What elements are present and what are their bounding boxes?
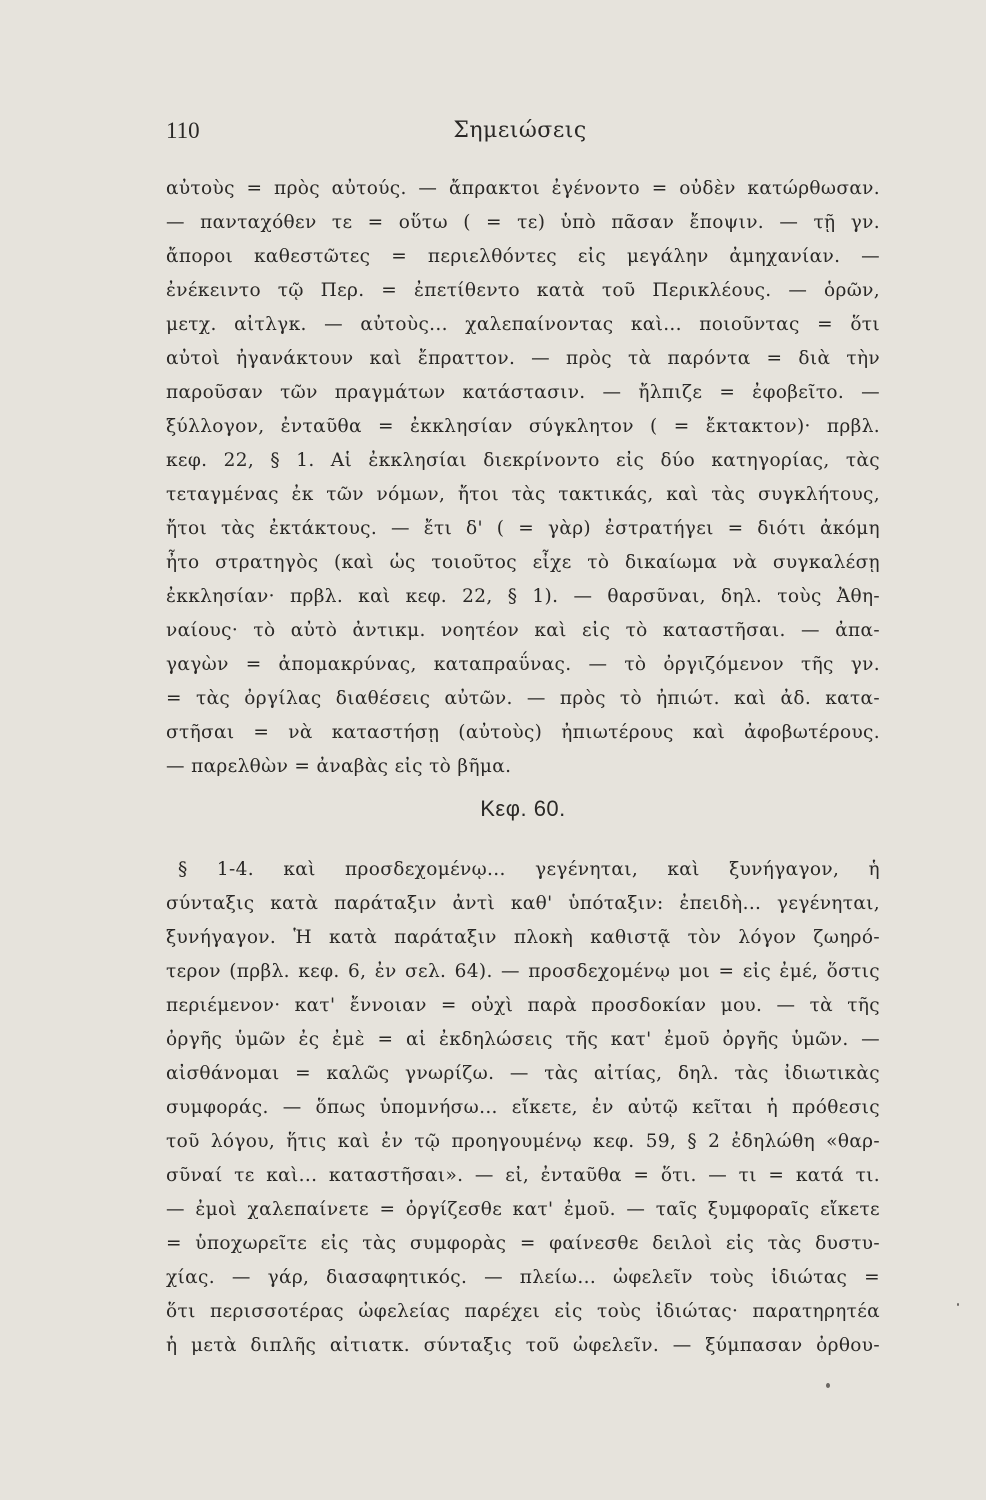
text-line: ὀργῆς ὑμῶν ἐς ἐμὲ = αἱ ἐκδηλώσεις τῆς κατ' ἐμοῦ ὀργῆς ὑμῶν. — <box>166 1029 880 1050</box>
text-line: μετχ. αἰτλγκ. — αὐτοὺς... χαλεπαίνοντας καὶ... ποιοῦντας = ὅτι <box>166 314 880 335</box>
text-line: = ὑποχωρεῖτε εἰς τὰς συμφορὰς = φαίνεσθε δειλοὶ εἰς τὰς δυστυ- <box>166 1233 880 1254</box>
notes-text-block <box>166 172 880 784</box>
text-line: § 1-4. καὶ προσδεχομένῳ... γεγένηται, καὶ ξυνήγαγον, ἡ <box>178 859 880 880</box>
text-line: αὐτοὺς = πρὸς αὐτούς. — ἄπρακτοι ἐγένοντο = οὐδὲν κατώρθωσαν. <box>166 178 880 199</box>
text-line: παροῦσαν τῶν πραγμάτων κατάστασιν. — ἤλπιζε = ἐφοβεῖτο. — <box>166 382 880 403</box>
text-line: γαγὼν = ἀπομακρύνας, καταπραΰνας. — τὸ ὀργιζόμενον τῆς γν. <box>166 654 880 675</box>
text-line: τερον (πρβλ. κεφ. 6, ἐν σελ. 64). — προσδεχομένῳ μοι = εἰς ἐμέ, ὅστις <box>166 961 880 982</box>
text-line: ξύλλογον, ἐνταῦθα = ἐκκλησίαν σύγκλητον ( = ἔκτακτον)· πρβλ. <box>166 416 880 437</box>
text-line: — ἐμοὶ χαλεπαίνετε = ὀργίζεσθε κατ' ἐμοῦ. — ταῖς ξυμφοραῖς εἴκετε <box>166 1199 880 1220</box>
paper-speck <box>957 1303 959 1306</box>
text-line: ἐνέκειντο τῷ Περ. = ἐπετίθεντο κατὰ τοῦ Περικλέους. — ὁρῶν, <box>166 280 880 301</box>
text-line: αἰσθάνομαι = καλῶς γνωρίζω. — τὰς αἰτίας, δηλ. τὰς ἰδιωτικὰς <box>166 1063 880 1084</box>
text-line: — πανταχόθεν τε = οὕτω ( = τε) ὑπὸ πᾶσαν ἔποψιν. — τῇ γν. <box>166 212 880 233</box>
text-line: ἤτοι τὰς ἐκτάκτους. — ἔτι δ' ( = γὰρ) ἐστρατήγει = διότι ἀκόμη <box>166 518 880 539</box>
text-line: σύνταξις κατὰ παράταξιν ἀντὶ καθ' ὑπόταξιν: ἐπειδὴ... γεγένηται, <box>166 893 880 914</box>
text-line: ὅτι περισσοτέρας ὠφελείας παρέχει εἰς τοὺς ἰδιώτας· παρατηρητέα <box>166 1301 880 1322</box>
text-line: ναίους· τὸ αὐτὸ ἀντικμ. νοητέον καὶ εἰς τὸ καταστῆσαι. — ἀπα- <box>166 620 880 641</box>
text-line: ἦτο στρατηγὸς (καὶ ὡς τοιοῦτος εἶχε τὸ δικαίωμα νὰ συγκαλέσῃ <box>166 552 880 573</box>
text-line: χίας. — γάρ, διασαφητικός. — πλείω... ὠφελεῖν τοὺς ἰδιώτας = <box>166 1267 880 1288</box>
text-line: σῦναί τε καὶ... καταστῆσαι». — εἰ, ἐνταῦθα = ὅτι. — τι = κατά τι. <box>166 1165 880 1186</box>
paper-speck <box>826 1383 830 1388</box>
text-line: = τὰς ὀργίλας διαθέσεις αὐτῶν. — πρὸς τὸ ἠπιώτ. καὶ ἀδ. κατα- <box>166 688 880 709</box>
text-line: στῆσαι = νὰ καταστήσῃ (αὐτοὺς) ἠπιωτέρους καὶ ἀφοβωτέρους. <box>166 722 880 743</box>
running-head <box>160 118 880 148</box>
chapter-text-block <box>166 853 880 1363</box>
text-line: — παρελθὼν = ἀναβὰς εἰς τὸ βῆμα. <box>166 756 512 777</box>
text-line: αὐτοὶ ἠγανάκτουν καὶ ἔπραττον. — πρὸς τὰ παρόντα = διὰ τὴν <box>166 348 880 369</box>
text-line: ἄποροι καθεστῶτες = περιελθόντες εἰς μεγάλην ἀμηχανίαν. — <box>166 246 880 267</box>
text-line: ἐκκλησίαν· πρβλ. καὶ κεφ. 22, § 1). — θαρσῦναι, δηλ. τοὺς Ἀθη- <box>166 586 880 607</box>
text-line: ξυνήγαγον. Ἡ κατὰ παράταξιν πλοκὴ καθιστᾷ τὸν λόγον ζωηρό- <box>166 927 880 948</box>
running-title: Σημειώσεις <box>453 118 587 143</box>
text-line: περιέμενον· κατ' ἔννοιαν = οὐχὶ παρὰ προσδοκίαν μου. — τὰ τῆς <box>166 995 880 1016</box>
text-line: κεφ. 22, § 1. Αἱ ἐκκλησίαι διεκρίνοντο εἰς δύο κατηγορίας, τὰς <box>166 450 880 471</box>
chapter-heading: Κεφ. 60. <box>480 796 566 821</box>
text-line: τεταγμένας ἐκ τῶν νόμων, ἤτοι τὰς τακτικάς, καὶ τὰς συγκλήτους, <box>166 484 880 505</box>
text-line: τοῦ λόγου, ἥτις καὶ ἐν τῷ προηγουμένῳ κεφ. 59, § 2 ἐδηλώθη «θαρ- <box>166 1131 880 1152</box>
page-number: 110 <box>166 118 200 143</box>
text-line: ἡ μετὰ διπλῆς αἰτιατκ. σύνταξις τοῦ ὠφελεῖν. — ξύμπασαν ὀρθου- <box>166 1335 880 1356</box>
text-line: συμφοράς. — ὅπως ὑπομνήσω... εἴκετε, ἐν αὐτῷ κεῖται ἡ πρόθεσις <box>166 1097 880 1118</box>
